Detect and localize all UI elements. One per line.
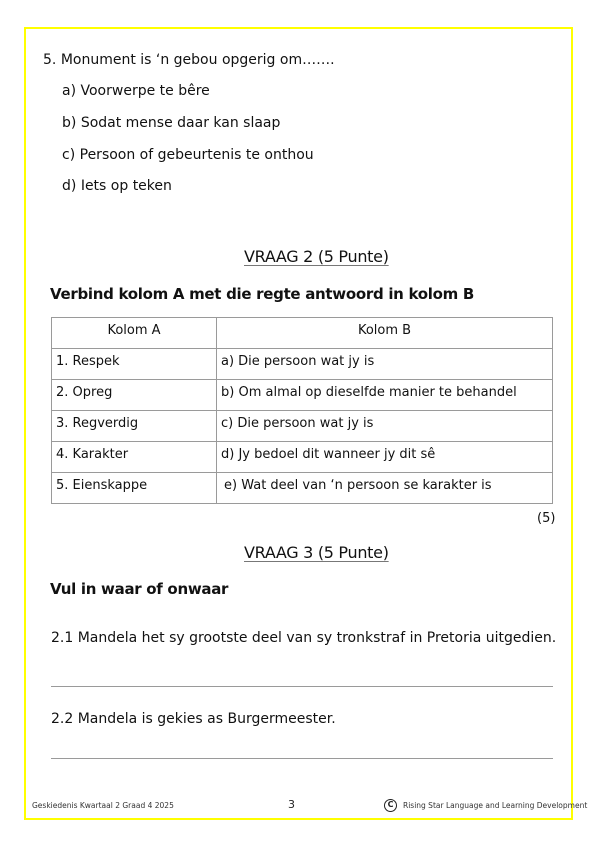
- kolom-b-cell: d) Jy bedoel dit wanneer jy dit sê: [217, 442, 553, 473]
- statement-2-1: 2.1 Mandela het sy grootste deel van sy tronkstraf in Pretoria uitgedien.: [51, 630, 557, 646]
- table-row: [52, 349, 553, 380]
- option-text: Sodat mense daar kan slaap: [80, 115, 281, 131]
- table-row: [52, 442, 553, 473]
- statement-2-2: 2.2 Mandela is gekies as Burgermeester.: [51, 711, 336, 727]
- answer-line-2-2[interactable]: [51, 758, 553, 759]
- kolom-b-cell: e) Wat deel van ‘n persoon se karakter is: [217, 473, 553, 504]
- table-header-row: [52, 318, 553, 349]
- kolom-a-cell: 1. Respek: [52, 349, 217, 380]
- vraag-2-marks: (5): [537, 511, 556, 526]
- kolom-a-cell: 5. Eienskappe: [52, 473, 217, 504]
- kolom-b-cell: b) Om almal op dieselfde manier te behandel: [217, 380, 553, 411]
- table-row: [52, 411, 553, 442]
- vraag-2-heading: VRAAG 2 (5 Punte): [244, 247, 389, 266]
- kolom-a-cell: 3. Regverdig: [52, 411, 217, 442]
- table-row: [52, 380, 553, 411]
- option-text: Iets op teken: [80, 178, 172, 194]
- footer-copyright: [384, 799, 587, 812]
- matching-table: [51, 317, 553, 504]
- option-label: b): [62, 115, 77, 131]
- kolom-a-cell: 4. Karakter: [52, 442, 217, 473]
- question-5-option-a: [62, 83, 210, 99]
- vraag-3-instruction: Vul in waar of onwaar: [50, 580, 229, 598]
- vraag-2-instruction: Verbind kolom A met die regte antwoord in kolom B: [50, 285, 474, 303]
- header-kolom-a: Kolom A: [52, 318, 217, 349]
- option-label: c): [62, 147, 76, 163]
- question-5: [43, 52, 335, 68]
- footer-subject-info: Geskiedenis Kwartaal 2 Graad 4 2025: [32, 801, 174, 810]
- vraag-3-heading: VRAAG 3 (5 Punte): [244, 543, 389, 562]
- copyright-icon: C: [384, 799, 397, 812]
- question-5-option-d: [62, 178, 172, 194]
- question-5-option-b: [62, 115, 280, 131]
- option-text: Voorwerpe te bêre: [80, 83, 210, 99]
- header-kolom-b: Kolom B: [217, 318, 553, 349]
- kolom-b-cell: a) Die persoon wat jy is: [217, 349, 553, 380]
- question-5-text: Monument is ‘n gebou opgerig om…….: [60, 52, 335, 68]
- kolom-a-cell: 2. Opreg: [52, 380, 217, 411]
- question-5-option-c: [62, 147, 314, 163]
- kolom-b-cell: c) Die persoon wat jy is: [217, 411, 553, 442]
- answer-line-2-1[interactable]: [51, 686, 553, 687]
- question-5-number: 5.: [43, 52, 57, 68]
- option-text: Persoon of gebeurtenis te onthou: [79, 147, 314, 163]
- option-label: a): [62, 83, 77, 99]
- footer-publisher: Rising Star Language and Learning Development: [403, 801, 588, 810]
- option-label: d): [62, 178, 77, 194]
- page-number: 3: [288, 798, 295, 811]
- table-row: [52, 473, 553, 504]
